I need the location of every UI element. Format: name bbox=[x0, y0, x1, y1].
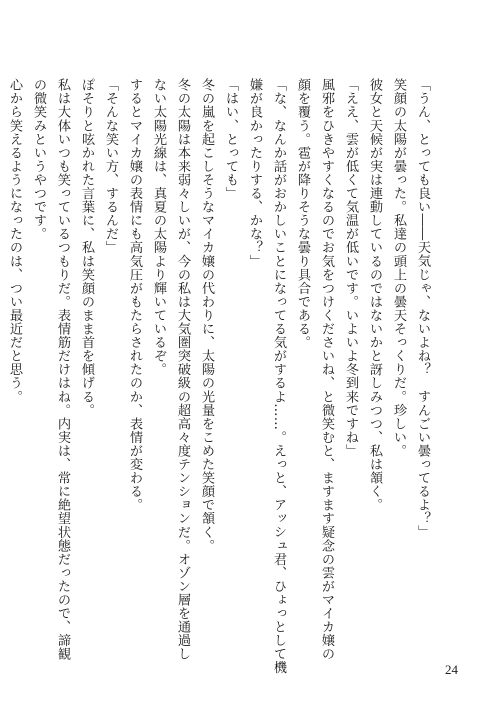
text-line: 嫌が良かったりする、かな？」 bbox=[247, 78, 262, 268]
vertical-text-body bbox=[7, 78, 434, 675]
text-line: 彼女と天候が実は連動しているのではないかと訝しみつつ、私は頷く。 bbox=[367, 78, 382, 512]
text-line: 風邪をひきやすくなるのでお気をつけくださいね、と微笑むと、ますます疑念の雲がマイカ嬢の bbox=[319, 78, 334, 661]
text-line: 心から笑えるようになったのは、つい最近だと思う。 bbox=[7, 78, 22, 404]
page-number: 24 bbox=[445, 662, 458, 677]
text-line: するとマイカ嬢の表情にも高気圧がもたらされたのか、表情が変わる。 bbox=[127, 78, 142, 512]
text-line: 「はい、とっても」 bbox=[223, 78, 238, 200]
text-line: 「ええ、雲が低くて気温が低いです。いよいよ冬到来ですね」 bbox=[343, 78, 358, 458]
text-line: 私は大体いつも笑っているつもりだ。表情筋だけはね。内実は、常に絶望状態だったので、諦観 bbox=[55, 78, 70, 661]
text-line: 顔を覆う。雹が降りそうな曇り具合である。 bbox=[295, 78, 310, 349]
text-line: 「そんな笑い方、するんだ」 bbox=[103, 78, 118, 255]
text-line: 笑顔の太陽が曇った。私達の頭上の曇天そっくりだ。珍しい。 bbox=[391, 78, 406, 458]
text-line: 冬の嵐を起こしそうなマイカ嬢の代わりに、太陽の光量をこめた笑顔で頷く。 bbox=[199, 78, 214, 553]
text-line: 冬の太陽は本来弱々しいが、今の私は大気圏突破級の超高々度テンションだ。オゾン層を通過し bbox=[175, 78, 190, 661]
text-line: の微笑みというやつです。 bbox=[31, 78, 46, 241]
text-line: 「うん、とっても良い――天気じゃ、ないよね？ すんごい曇ってるよ？」 bbox=[415, 78, 430, 539]
text-line: ない太陽光線は、真夏の太陽より輝いているぞ。 bbox=[151, 78, 166, 377]
text-line: 「な、なんか話がおかしいことになってる気がするよ……。えっと、アッシュ君、ひょっとして機 bbox=[271, 78, 286, 675]
text-line: ぽそりと呟かれた言葉に、私は笑顔のまま首を傾げる。 bbox=[79, 78, 94, 417]
